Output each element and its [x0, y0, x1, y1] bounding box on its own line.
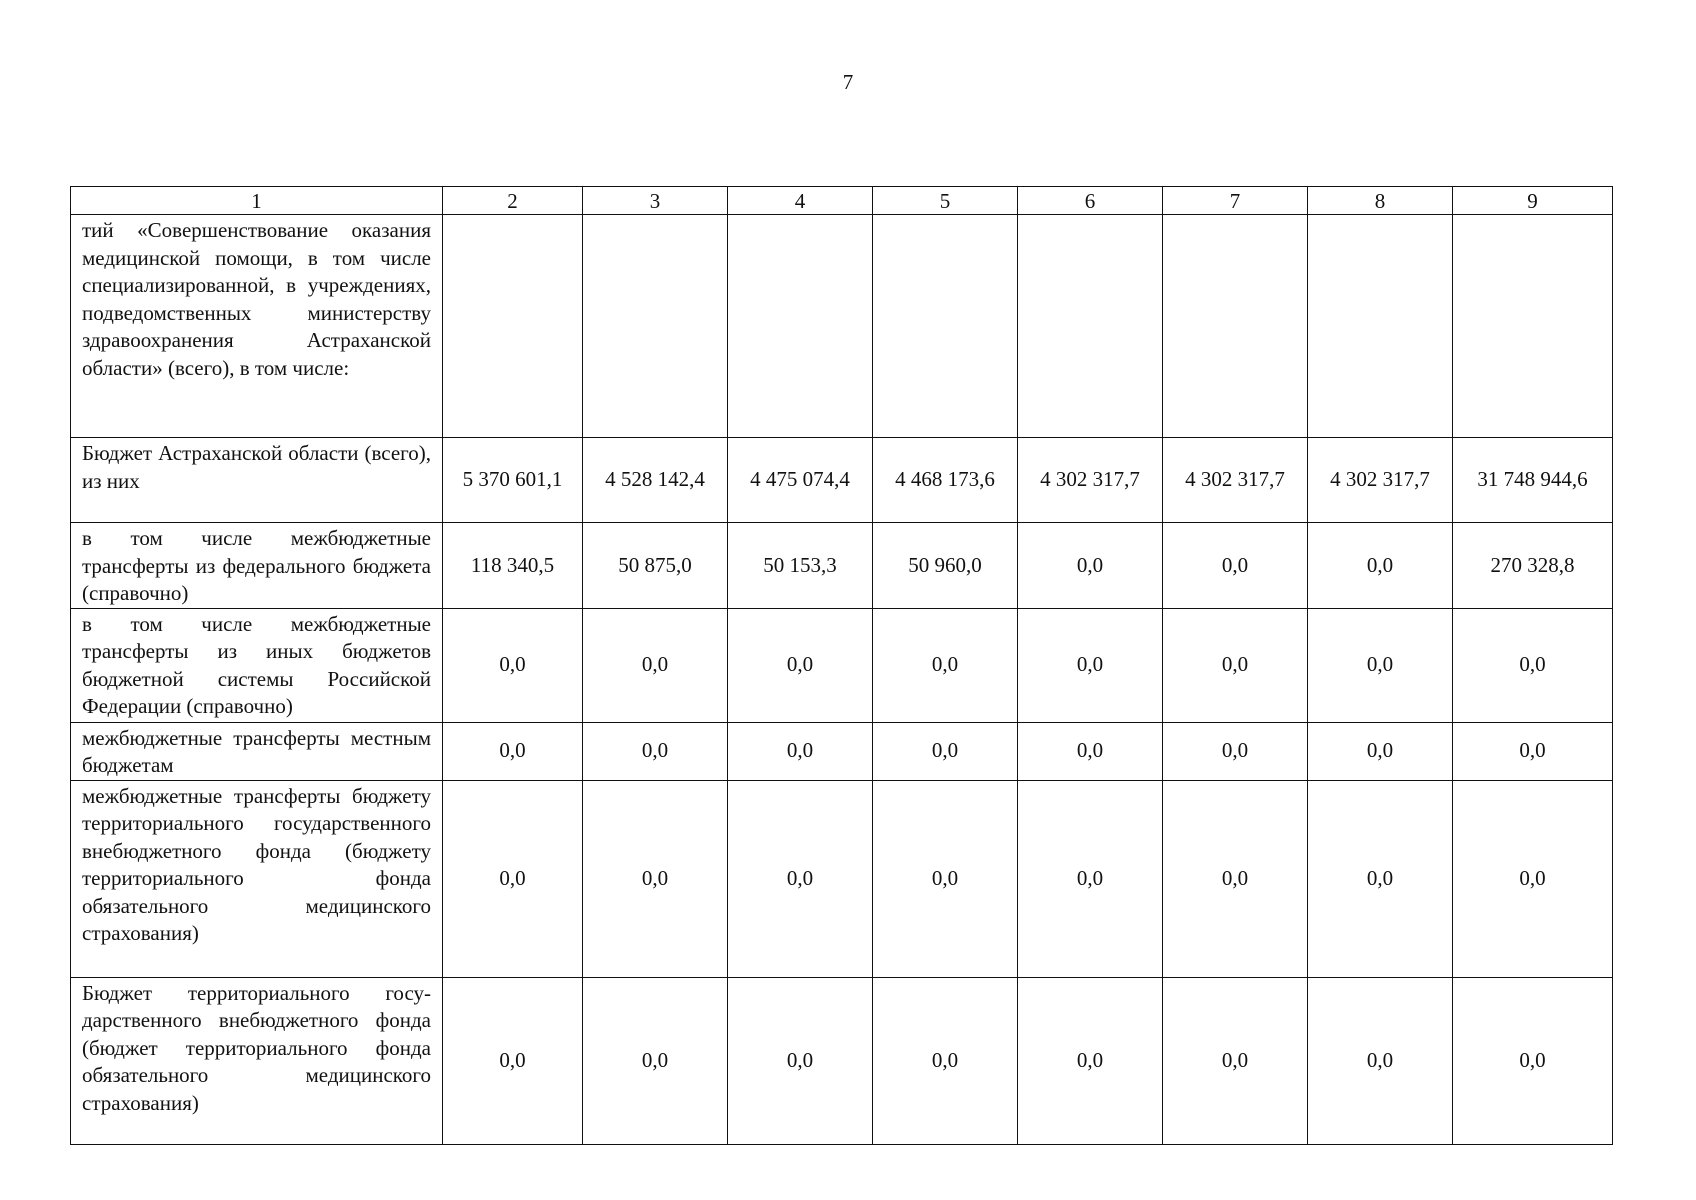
table-cell: 270 328,8: [1453, 523, 1613, 609]
table-cell: 31 748 944,6: [1453, 438, 1613, 523]
table-cell: 5 370 601,1: [443, 438, 583, 523]
budget-table: [70, 186, 1613, 1145]
table-row: [71, 438, 1613, 523]
column-header: 3: [583, 187, 728, 215]
row-label: межбюджетные трансферты бюджету территориального государственного внебюджетного фонда (бюджету территориального фонда обязательного медицинского страхования): [71, 780, 443, 977]
table-cell: 0,0: [583, 608, 728, 722]
table-cell: 0,0: [1163, 780, 1308, 977]
table-cell: [728, 215, 873, 438]
table-cell: 0,0: [728, 780, 873, 977]
table-cell: 0,0: [1453, 780, 1613, 977]
table-cell: 0,0: [1453, 977, 1613, 1144]
table-row: [71, 215, 1613, 438]
table-cell: 0,0: [1308, 780, 1453, 977]
table-cell: 0,0: [873, 722, 1018, 780]
table-cell: 0,0: [728, 977, 873, 1144]
table-cell: 0,0: [443, 608, 583, 722]
table-cell: [873, 215, 1018, 438]
table-row: [71, 977, 1613, 1144]
table-row: [71, 780, 1613, 977]
table-cell: 4 528 142,4: [583, 438, 728, 523]
header-row: [71, 187, 1613, 215]
column-header: 5: [873, 187, 1018, 215]
table-cell: [1308, 215, 1453, 438]
table-cell: [1453, 215, 1613, 438]
table-cell: 4 302 317,7: [1018, 438, 1163, 523]
table-cell: 50 960,0: [873, 523, 1018, 609]
table-row: [71, 722, 1613, 780]
column-header: 9: [1453, 187, 1613, 215]
table-cell: 118 340,5: [443, 523, 583, 609]
table-cell: 0,0: [1163, 523, 1308, 609]
table-cell: 0,0: [1018, 977, 1163, 1144]
table-cell: 4 302 317,7: [1163, 438, 1308, 523]
table-cell: [583, 215, 728, 438]
column-header: 8: [1308, 187, 1453, 215]
table-row: [71, 523, 1613, 609]
table-cell: 50 153,3: [728, 523, 873, 609]
table-cell: 0,0: [1018, 722, 1163, 780]
column-header: 1: [71, 187, 443, 215]
column-header: 2: [443, 187, 583, 215]
table-cell: 0,0: [443, 977, 583, 1144]
row-label: в том числе межбюджетные трансферты из иных бюджетов бюджетной системы Российской Федерации (справочно): [71, 608, 443, 722]
table-cell: 0,0: [1308, 608, 1453, 722]
table-cell: 0,0: [1453, 722, 1613, 780]
table-cell: 0,0: [1018, 780, 1163, 977]
row-label: в том числе межбюджетные трансферты из федерального бюджета (справочно): [71, 523, 443, 609]
row-label: тий «Совершенствование оказания медицинской помощи, в том числе специализированной, в учреждениях, подведомственных министерству здравоохранения Астраханской области» (всего), в том числе:: [71, 215, 443, 438]
table-cell: 0,0: [1163, 977, 1308, 1144]
table-cell: 0,0: [1163, 608, 1308, 722]
table-cell: [1018, 215, 1163, 438]
table-cell: 0,0: [1308, 722, 1453, 780]
table-cell: 0,0: [1163, 722, 1308, 780]
table-cell: 50 875,0: [583, 523, 728, 609]
table-cell: 0,0: [873, 780, 1018, 977]
table-row: [71, 608, 1613, 722]
table-cell: 4 468 173,6: [873, 438, 1018, 523]
row-label: межбюджетные трансферты местным бюджетам: [71, 722, 443, 780]
column-header: 6: [1018, 187, 1163, 215]
table-cell: 0,0: [1018, 608, 1163, 722]
table-cell: 0,0: [443, 780, 583, 977]
table-cell: 0,0: [1018, 523, 1163, 609]
row-label: Бюджет Астраханской области (всего), из них: [71, 438, 443, 523]
table-cell: 4 475 074,4: [728, 438, 873, 523]
table-cell: 4 302 317,7: [1308, 438, 1453, 523]
table-cell: 0,0: [1308, 977, 1453, 1144]
table-cell: 0,0: [1453, 608, 1613, 722]
row-label: Бюджет территориального государственного внебюджетного фонда (бюджет территориального фонда обязательного медицинского страхования): [71, 977, 443, 1144]
table-cell: [443, 215, 583, 438]
table-cell: 0,0: [583, 977, 728, 1144]
table-cell: 0,0: [873, 608, 1018, 722]
table-cell: [1163, 215, 1308, 438]
table-cell: 0,0: [583, 722, 728, 780]
page-number: 7: [842, 70, 854, 94]
table-cell: 0,0: [583, 780, 728, 977]
table-cell: 0,0: [443, 722, 583, 780]
column-header: 4: [728, 187, 873, 215]
table-cell: 0,0: [1308, 523, 1453, 609]
column-header: 7: [1163, 187, 1308, 215]
table-cell: 0,0: [728, 722, 873, 780]
table-cell: 0,0: [873, 977, 1018, 1144]
table-cell: 0,0: [728, 608, 873, 722]
